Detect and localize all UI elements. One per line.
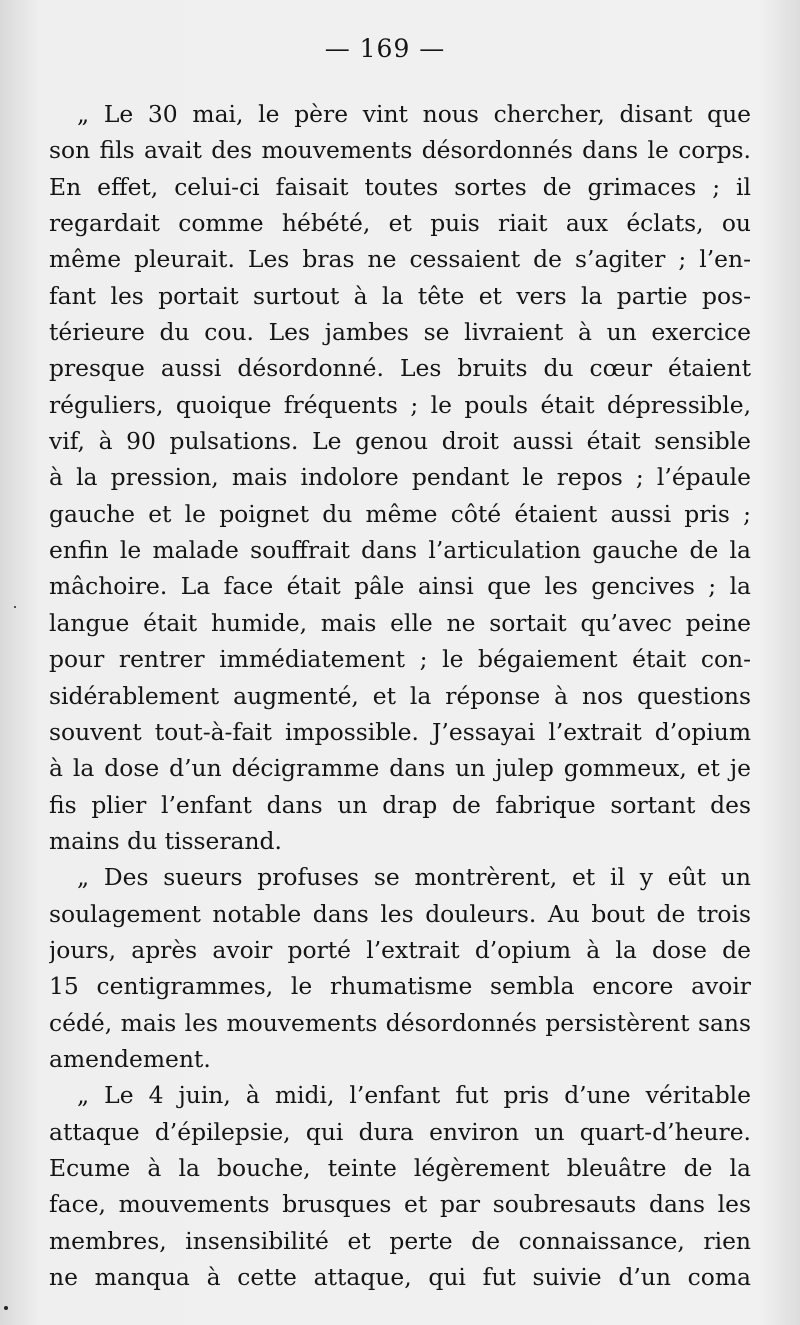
text-line: langue était humide, mais elle ne sortait qu’avec peine: [49, 608, 751, 637]
text-line: amendement.: [49, 1044, 211, 1073]
text-line: gauche et le poignet du même côté étaient aussi pris ;: [49, 499, 751, 528]
text-line: sidérablement augmenté, et la réponse à nos questions: [49, 681, 751, 710]
page-number: — 169 —: [324, 34, 446, 63]
text-line: regardait comme hébété, et puis riait aux éclats, ou: [49, 209, 751, 238]
body-text: [49, 96, 751, 1295]
text-line: fis plier l’enfant dans un drap de fabrique sortant des: [49, 790, 751, 819]
text-line: pour rentrer immédiatement ; le bégaiement était con-: [49, 645, 751, 674]
text-line: vif, à 90 pulsations. Le genou droit aussi était sensible: [49, 427, 751, 456]
text-line: cédé, mais les mouvements désordonnés persistèrent sans: [49, 1008, 751, 1037]
text-line: mâchoire. La face était pâle ainsi que les gencives ; la: [49, 572, 751, 601]
text-line: à la pression, mais indolore pendant le repos ; l’épaule: [49, 463, 751, 492]
text-line: „ Le 30 mai, le père vint nous chercher, disant que: [77, 100, 751, 128]
text-line: membres, insensibilité et perte de connaissance, rien: [49, 1226, 751, 1255]
text-line: presque aussi désordonné. Les bruits du cœur étaient: [49, 354, 751, 383]
ink-speck: [4, 1306, 8, 1310]
text-line: face, mouvements brusques et par soubresauts dans les: [49, 1190, 751, 1219]
text-line: fant les portait surtout à la tête et vers la partie pos-: [49, 281, 751, 310]
text-line: réguliers, quoique fréquents ; le pouls était dépressible,: [49, 390, 751, 419]
text-line: En effet, celui-ci faisait toutes sortes de grimaces ; il: [49, 172, 751, 201]
text-line: à la dose d’un décigramme dans un julep gommeux, et je: [49, 754, 751, 783]
ink-speck: [14, 606, 16, 608]
text-line: térieure du cou. Les jambes se livraient à un exercice: [49, 318, 751, 347]
text-line: jours, après avoir porté l’extrait d’opium à la dose de: [49, 935, 751, 964]
text-line: souvent tout-à-fait impossible. J’essayai l’extrait d’opium: [49, 717, 751, 746]
text-line: même pleurait. Les bras ne cessaient de s’agiter ; l’en-: [49, 245, 751, 274]
text-line: ne manqua à cette attaque, qui fut suivie d’un coma: [49, 1263, 751, 1291]
text-line: soulagement notable dans les douleurs. Au bout de trois: [49, 899, 751, 928]
text-line: 15 centigrammes, le rhumatisme sembla encore avoir: [49, 972, 751, 1001]
text-line: enfin le malade souffrait dans l’articulation gauche de la: [49, 536, 751, 565]
text-line: attaque d’épilepsie, qui dura environ un quart-d’heure.: [49, 1117, 751, 1146]
text-line: „ Le 4 juin, à midi, l’enfant fut pris d’une véritable: [77, 1081, 751, 1110]
text-line: son fils avait des mouvements désordonnés dans le corps.: [49, 136, 751, 165]
text-line: Ecume à la bouche, teinte légèrement bleuâtre de la: [49, 1153, 751, 1182]
text-line: „ Des sueurs profuses se montrèrent, et il y eût un: [77, 863, 751, 892]
text-line: mains du tisserand.: [49, 826, 282, 855]
